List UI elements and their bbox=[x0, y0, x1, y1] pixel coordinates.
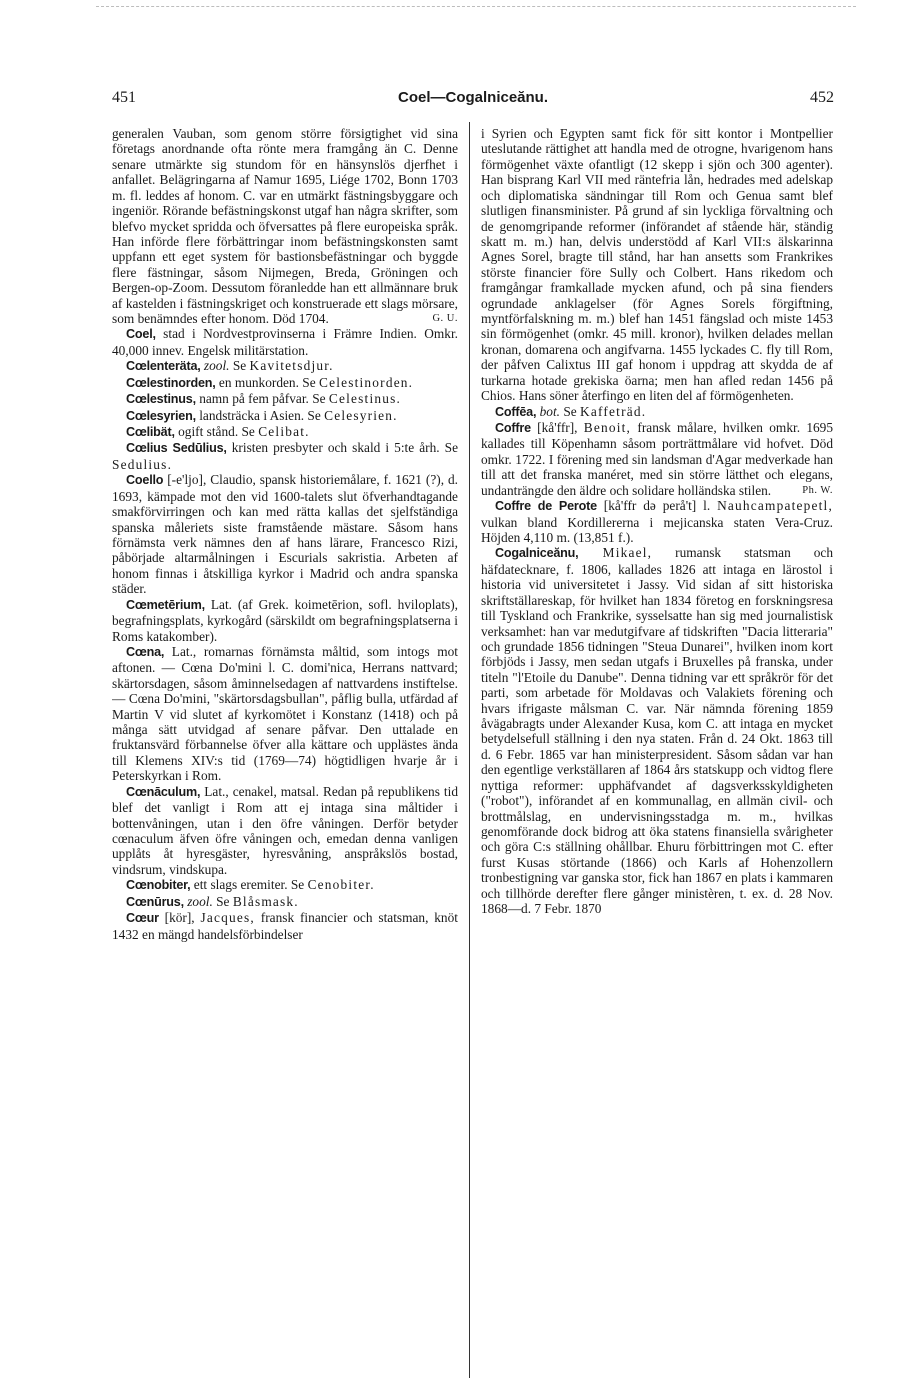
entry-coffea: Coffēa, bot. Se Kaffeträd. bbox=[495, 403, 647, 419]
headword: Cœlenteräta, bbox=[126, 359, 201, 374]
entry-coenaculum: Cœnāculum, Lat., cenakel, matsal. Redan på republikens tid blef det vanligt i Rom att ej intaga sina måltider i bottenvåningen, utan i den öfre våningen. Derför betyder cœnaculum äfven öfre våningen och, emedan denna vanligen upplåts åt hyresgäster, hyresvåning, anspråkslös bostad, vindsrum, vindskupa. bbox=[112, 783, 458, 877]
headword: Cœlius Sedūlius, bbox=[126, 441, 227, 456]
headword: Cœnobiter, bbox=[126, 878, 191, 893]
cross-reference: Kaffeträd. bbox=[580, 403, 647, 419]
entry-coffre-de-perote: Coffre de Perote [kå'ffr də perå't] l. Nauhcampatepetl, vulkan bland Kordillererna i mejicanska staten Vera-Cruz. Höjden 4,110 m. (13,851 f.). bbox=[481, 498, 833, 545]
entry-coello: Coello [-e'ljo], Claudio, spansk historiemålare, f. 1621 (?), d. 1693, kämpade mot den vid 1600-talets slut öfverhandtagande smakförvirringen och kan med rätta kallas det sjelfständiga spanska måleriets siste framstående mästare. Såsom hans förnämsta verk nämnes den af hans lärare, Francesco Rizi, påbörjade altarmålningen i Escurials sakristia. Arbeten af honom finnas i åtskilliga kyrkor i Madrid och andra spanska städer. bbox=[112, 472, 458, 597]
continued-paragraph: generalen Vauban, som genom större försigtighet vid sina företags anordnande ofta rönte mera framgång än C. Denne senare utmärkte sig stundom för en hänsynslös djerfhet i anfallet. Belägringarna af Namur 1695, Liége 1702, Bonn 1703 m. fl. leddes af honom. C. var en utmärkt fästningsbyggare och ingeniör. Rörande befästningskonst utgaf han några skrifter, som blefvo mycket spridda och öfversattes på flere europeiska språk. Han införde flere förbättringar inom befästningskonsten samt uppfann ett eget system för bastionsbefästningar och byggde flere fästningar, såsom Nijmegen, Breda, Gröningen och Bergen-op-Zoom. Dessutom föranledde han ett allmännare bruk af kastelden i fästningskriget och konstruerade ett slags mörsare, som benämndes efter honom. Död 1704. G. U. bbox=[112, 126, 458, 327]
continued-paragraph: i Syrien och Egypten samt fick för sitt kontor i Montpellier uteslutande rättighet att handla med de otrogne, hvarigenom hans förmögenhet växte ofantligt (12 skepp i sjön och 300 agenter). Han bisprang Karl VII med räntefria lån, hedrades med adelskap och diplomatiska sändningar till Rom och Genua samt blef slutligen finansminister. På grund af sin lyckliga förvaltning och de genomgripande reformer (införandet af stående här, ständig skatt m. m.) han, delvis understödd af Karl VII:s älskarinna Agnes Sorel, bragte till stånd, har han ansetts som Frankrikes störste financier före Sully och Colbert. Hans rikedom och framgångar framkallade mycken afund, och på sina fienders ogrundade anklagelser (för Agnes Sorels förgiftning, myntförfalskning m. m.) blef han 1451 fängslad och miste 1453 sin förmögenhet (omkr. 45 mill. kronor), hvilken delades mellan kronan, domarena och angifvarna. 1455 lyckades C. fly till Rom, der påfven Calixtus III gaf honom i uppdrag att skydda de af turkarna hotade grekiska öarna; men han afled redan 1456 på Chios. Hans söner återfingo en liten del af förmögenheten. bbox=[481, 126, 833, 404]
entry-cogalniceanu: Cogalniceănu, Mikael, rumansk statsman och häfdatecknare, f. 1806, kallades 1826 att intaga en lärostol i historia vid universitetet i Jassy. Vid sidan af sitt historiska skriftställareskap, för hvilket han 1834 företog en forskningsresa till Tyskland och Frankrike, sysselsatte han sig med journalistisk verksamhet: han var medutgifvare af tidskriften "Dacia litteraria" och grundade 1856 tidningen "Steua Dunarei", hvilken inom kort förbjöds i Jassy, men sedan utgafs i Bruxelles på franska, under titeln "l'Etoile du Danube". Denna tidning var ett språkrör för det parti, som arbetade för Moldavas och Valakiets förening och hvars ifrigaste målsman C. var. När nämnda förening 1859 åvägabragts under Alexander Kusa, kom C. att intaga en mycket betydelsefull ställning i den nya staten. Från d. 24 Okt. 1863 till d. 6 Febr. 1865 var han ministerpresident. Såsom sådan var han den egentlige verkställaren af 1864 års statskupp och vidtog flere nyttiga reformer: upphäfvandet af dagsverksskyldigheten ("robot"), införandet af en kommunallag, en allmän civil- och brottmålslag, en undervisningsstadga m. m., hvilkas genomförande dock bidrog att öka statens finansiella svårigheter och göra C:s ställning ohållbar. Ehuru förbittringen mot C. efter furst Kusas störtande (1866) och Karls af Hohenzollern tronbestigning var ganska stor, fick han 1867 en plats i kammaren och tillhörde derefter flere gånger ministèren, t. ex. d. 28 Nov. 1868—d. 7 Febr. 1870 bbox=[481, 545, 833, 917]
entry-coelestinorden: Cœlestinorden, en munkorden. Se Celestinorden. bbox=[126, 374, 414, 390]
headword: Coello bbox=[126, 473, 164, 488]
page-number-left: 451 bbox=[112, 89, 136, 106]
author-signature: G. U. bbox=[432, 313, 458, 325]
person-name: Jacques, bbox=[200, 910, 255, 926]
alternate-name: Nauhcampatepetl, bbox=[717, 498, 833, 514]
headword: Cœur bbox=[126, 911, 159, 926]
running-header bbox=[112, 89, 834, 111]
page-number-right: 452 bbox=[810, 89, 834, 106]
entry-coel: Coel, stad i Nordvestprovinserna i Främre Indien. Omkr. 40,000 innev. Engelsk militärstation. bbox=[112, 326, 458, 358]
entry-coelestinus: Cœlestinus, namn på fem påfvar. Se Celestinus. bbox=[126, 391, 402, 407]
entry-coemeterium: Cœmetērium, Lat. (af Grek. koimetērion, sofl. hviloplats), begrafningsplats, kyrkogård (särskildt om begrafningsplatserna i Roms katakomber). bbox=[112, 596, 458, 644]
headword: Cœlibät, bbox=[126, 425, 175, 440]
author-signature: Ph. W. bbox=[802, 484, 833, 496]
right-column bbox=[481, 126, 833, 1376]
entry-coffre: Coffre [kå'ffr], Benoit, fransk målare, hvilken omkr. 1695 kallades till Köpenhamn såsom porträttmålare vid hofvet. Död omkr. 1722. I förening med sin landsman d'Agar medverkade han till att det franska manéret, med sin större lätthet och elegans, undanträngde den äldre och solidare holländska stilen. Ph. W. bbox=[481, 420, 833, 498]
headword: Coel, bbox=[126, 327, 156, 342]
cross-reference: Cenobiter. bbox=[307, 877, 375, 893]
entry-coena: Cœna, Lat., romarnas förnämsta måltid, som intogs mot aftonen. — Cœna Do'mini l. C. domi'nica, Herrans nattvard; skärtorsdagen, såsom åminnelsedagen af nattvardens instiftelse. — Cœna Do'mini, "skärtorsdagsbullan", påflig bulla, utfärdad af Martin V vid slutet af kyrkomötet i Konstanz (1418) och på många sätt utvidgad af senare påfvar. Den uttalade en fruktansvärd förbannelse öfver alla kättare och upplästes ända till Klemens XIV:s tid (1769—74) högtidligen hvarje år i Peterskyrkan i Rom. bbox=[112, 643, 458, 784]
entry-coelesyrien: Cœlesyrien, landsträcka i Asien. Se Celesyrien. bbox=[126, 407, 398, 423]
headword: Coffre bbox=[495, 421, 531, 436]
headword: Cogalniceănu, bbox=[495, 546, 579, 561]
headword: Cœlestinorden, bbox=[126, 375, 216, 390]
headword: Cœmetērium, bbox=[126, 597, 205, 612]
cross-reference: Celesyrien. bbox=[324, 407, 398, 423]
headword: Coffre de Perote bbox=[495, 499, 597, 514]
person-name: Benoit, bbox=[583, 420, 632, 436]
entry-coelenterata: Cœlenteräta, zool. Se Kavitetsdjur. bbox=[126, 358, 334, 374]
cross-reference: Kavitetsdjur. bbox=[249, 358, 334, 374]
headword: Cœnāculum, bbox=[126, 784, 201, 799]
headword: Coffēa, bbox=[495, 404, 537, 419]
person-name: Mikael, bbox=[578, 545, 653, 561]
entry-coeur: Cœur [kör], Jacques, fransk financier och statsman, knöt 1432 en mängd handelsförbindelser bbox=[112, 910, 458, 942]
cross-reference: Blåsmask. bbox=[232, 893, 299, 909]
headword: Cœna, bbox=[126, 644, 165, 659]
cross-reference: Sedulius. bbox=[112, 456, 173, 472]
entry-coenurus: Cœnūrus, zool. Se Blåsmask. bbox=[126, 893, 299, 909]
entry-coelius-sedulius: Cœlius Sedūlius, kristen presbyter och skald i 5:te årh. Se Sedulius. bbox=[112, 440, 458, 472]
entry-coenobiter: Cœnobiter, ett slags eremiter. Se Cenobiter. bbox=[126, 877, 375, 893]
cross-reference: Celestinorden. bbox=[318, 374, 414, 390]
headword: Cœnūrus, bbox=[126, 894, 184, 909]
top-rule bbox=[96, 6, 856, 7]
cross-reference: Celibat. bbox=[258, 424, 310, 440]
entry-coelibat: Cœlibät, ogift stånd. Se Celibat. bbox=[126, 424, 310, 440]
page-title: Coel—Cogalniceănu. bbox=[397, 89, 549, 106]
column-divider bbox=[469, 122, 470, 1378]
headword: Cœlesyrien, bbox=[126, 408, 196, 423]
left-column bbox=[112, 126, 458, 1376]
headword: Cœlestinus, bbox=[126, 392, 196, 407]
cross-reference: Celestinus. bbox=[328, 391, 402, 407]
